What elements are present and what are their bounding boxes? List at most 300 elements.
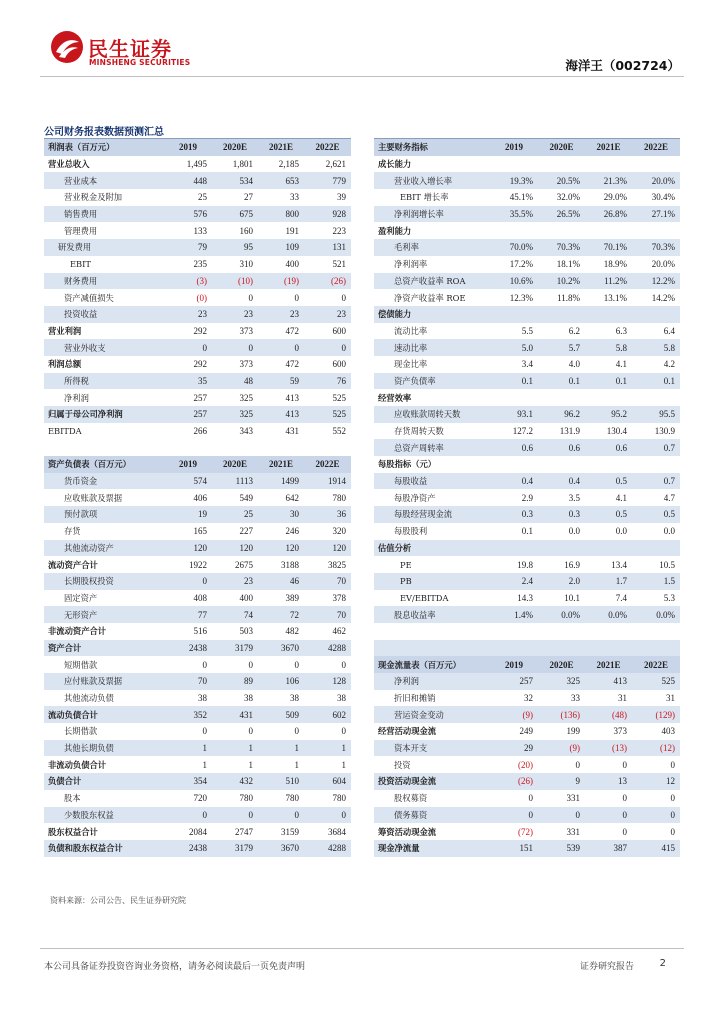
logo-text-en: MINSHENG SECURITIES xyxy=(89,58,191,67)
row-value: 7.4 xyxy=(585,590,632,607)
row-value: 0 xyxy=(258,807,304,824)
row-value: 325 xyxy=(212,406,258,423)
table-row xyxy=(44,640,351,657)
table-row xyxy=(44,156,351,173)
row-value: 525 xyxy=(632,673,680,690)
section-title: 公司财务报表数据预测汇总 xyxy=(44,127,164,138)
row-value: 95.2 xyxy=(585,406,632,423)
table-row xyxy=(374,489,680,506)
row-value: 1.4% xyxy=(490,606,538,623)
row-value: 5.0 xyxy=(490,339,538,356)
row-label: 非流动资产合计 xyxy=(44,623,164,640)
row-label: 无形资产 xyxy=(44,606,164,623)
row-value: 13.4 xyxy=(585,556,632,573)
table-row xyxy=(374,406,680,423)
spacer-cell xyxy=(585,640,632,657)
row-value: 31 xyxy=(585,690,632,707)
row-value: 0 xyxy=(212,807,258,824)
row-value: 1922 xyxy=(164,556,212,573)
table-row xyxy=(44,523,351,540)
row-value: 38 xyxy=(258,690,304,707)
row-value: 131 xyxy=(304,239,351,256)
row-value: 0 xyxy=(490,807,538,824)
table-row xyxy=(374,573,680,590)
row-value xyxy=(538,456,585,473)
table-row xyxy=(44,590,351,607)
row-value: 9 xyxy=(538,773,585,790)
row-value xyxy=(585,306,632,323)
table-row xyxy=(44,222,351,239)
row-value: 387 xyxy=(585,840,632,857)
footer-disclaimer: 本公司具备证券投资咨询业务资格，请务必阅读最后一页免责声明 xyxy=(44,962,306,972)
table-row xyxy=(374,439,680,456)
table-row xyxy=(44,723,351,740)
table-header-year: 2021E xyxy=(585,139,632,156)
table-row xyxy=(44,807,351,824)
row-value: 503 xyxy=(212,623,258,640)
row-value: 12.3% xyxy=(490,289,538,306)
row-label: 盈利能力 xyxy=(374,222,490,239)
row-value xyxy=(490,306,538,323)
row-value: 257 xyxy=(490,673,538,690)
row-value: 413 xyxy=(258,406,304,423)
table-row xyxy=(44,706,351,723)
row-value: (136) xyxy=(538,706,585,723)
row-label: 负债合计 xyxy=(44,773,164,790)
row-value: 266 xyxy=(164,423,212,440)
row-value: 10.6% xyxy=(490,273,538,290)
cashflow-header-row xyxy=(374,656,680,673)
table-header-year: 2020E xyxy=(538,139,585,156)
row-value: 0 xyxy=(632,807,680,824)
source-note: 资料来源：公司公告、民生证券研究院 xyxy=(50,896,186,905)
row-value xyxy=(490,222,538,239)
row-value: 12 xyxy=(632,773,680,790)
table-row xyxy=(374,506,680,523)
table-header-year: 2022E xyxy=(632,139,680,156)
row-label: 筹资活动现金流 xyxy=(374,823,490,840)
table-row xyxy=(374,473,680,490)
row-value: 32 xyxy=(490,690,538,707)
table-row xyxy=(44,289,351,306)
table-row xyxy=(374,823,680,840)
row-value: 18.9% xyxy=(585,256,632,273)
row-value: 246 xyxy=(258,523,304,540)
row-value: 378 xyxy=(304,590,351,607)
table-row xyxy=(44,773,351,790)
row-value xyxy=(585,222,632,239)
table-row xyxy=(44,339,351,356)
row-value: 0.7 xyxy=(632,473,680,490)
row-value: 0.0% xyxy=(585,606,632,623)
row-value: 320 xyxy=(304,523,351,540)
row-value xyxy=(490,156,538,173)
row-value: 0 xyxy=(538,807,585,824)
row-value: 2084 xyxy=(164,823,212,840)
row-value: 0 xyxy=(212,289,258,306)
row-value: 0 xyxy=(258,339,304,356)
row-label: 存货 xyxy=(44,523,164,540)
row-value: 0.5 xyxy=(632,506,680,523)
table-row xyxy=(374,339,680,356)
row-value: 0.0 xyxy=(585,523,632,540)
spacer-cell xyxy=(374,623,490,640)
page-header xyxy=(0,0,724,80)
table-row xyxy=(374,323,680,340)
row-value: 780 xyxy=(212,790,258,807)
row-value: 0 xyxy=(212,723,258,740)
row-value: 109 xyxy=(258,239,304,256)
row-value: 227 xyxy=(212,523,258,540)
row-value: 310 xyxy=(212,256,258,273)
row-value: 70 xyxy=(304,573,351,590)
row-value xyxy=(585,540,632,557)
row-value xyxy=(632,540,680,557)
row-value: 0 xyxy=(304,723,351,740)
table-row xyxy=(44,256,351,273)
row-value: 462 xyxy=(304,623,351,640)
stock-name-code: 海洋王（002724） xyxy=(565,58,680,73)
spacer-cell xyxy=(490,640,538,657)
row-value: 4.0 xyxy=(538,356,585,373)
row-value: 403 xyxy=(632,723,680,740)
row-value: (9) xyxy=(538,740,585,757)
row-value: 653 xyxy=(258,172,304,189)
row-value: 27 xyxy=(212,189,258,206)
row-value: 11.2% xyxy=(585,273,632,290)
table-spacer-row xyxy=(44,439,351,456)
row-label: 研发费用 xyxy=(44,239,164,256)
row-value: 325 xyxy=(538,673,585,690)
table-row xyxy=(44,690,351,707)
row-value: 10.2% xyxy=(538,273,585,290)
row-value: 780 xyxy=(304,790,351,807)
row-value: 0 xyxy=(304,339,351,356)
table-row xyxy=(374,756,680,773)
row-value: 0.0% xyxy=(538,606,585,623)
table-header-title: 主要财务指标 xyxy=(374,139,490,156)
table-header-year: 2022E xyxy=(304,456,351,473)
row-value: 521 xyxy=(304,256,351,273)
spacer-cell xyxy=(490,623,538,640)
row-value: (26) xyxy=(304,273,351,290)
row-value: 38 xyxy=(164,690,212,707)
row-value xyxy=(490,540,538,557)
row-value: 6.3 xyxy=(585,323,632,340)
table-row xyxy=(374,523,680,540)
row-value: 0 xyxy=(304,289,351,306)
row-value: 4.2 xyxy=(632,356,680,373)
row-value xyxy=(632,156,680,173)
row-value: (26) xyxy=(490,773,538,790)
row-value: 70.0% xyxy=(490,239,538,256)
row-value: 0.0 xyxy=(538,523,585,540)
row-label: 净资产收益率 ROE xyxy=(374,289,490,306)
row-value: 33 xyxy=(258,189,304,206)
row-value: 292 xyxy=(164,356,212,373)
row-value: 0 xyxy=(212,656,258,673)
row-label: 长期借款 xyxy=(44,723,164,740)
row-value: 780 xyxy=(258,790,304,807)
row-value: 59 xyxy=(258,373,304,390)
table-row xyxy=(374,606,680,623)
row-label: 资产合计 xyxy=(44,640,164,657)
row-value: 1 xyxy=(164,756,212,773)
row-label: 每股指标（元） xyxy=(374,456,490,473)
row-value: 17.2% xyxy=(490,256,538,273)
row-label: 应收账款及票据 xyxy=(44,489,164,506)
row-value: 120 xyxy=(212,540,258,557)
row-value: 72 xyxy=(258,606,304,623)
row-value: 0 xyxy=(164,807,212,824)
row-value: 1914 xyxy=(304,473,351,490)
table-row xyxy=(44,556,351,573)
row-value: 534 xyxy=(212,172,258,189)
spacer-cell xyxy=(632,623,680,640)
row-label: 估值分析 xyxy=(374,540,490,557)
row-value xyxy=(585,389,632,406)
row-value xyxy=(538,540,585,557)
table-row xyxy=(374,423,680,440)
row-label: 营业税金及附加 xyxy=(44,189,164,206)
row-value: 432 xyxy=(212,773,258,790)
row-value: 0 xyxy=(585,807,632,824)
table-row xyxy=(44,489,351,506)
row-label: 总资产收益率 ROA xyxy=(374,273,490,290)
row-value: 1113 xyxy=(212,473,258,490)
row-value: 23 xyxy=(164,306,212,323)
row-value: 0.1 xyxy=(585,373,632,390)
row-value xyxy=(632,306,680,323)
row-value: 21.3% xyxy=(585,172,632,189)
row-value: 510 xyxy=(258,773,304,790)
row-value: 3684 xyxy=(304,823,351,840)
table-row xyxy=(374,306,680,323)
row-label: 每股股利 xyxy=(374,523,490,540)
table-row xyxy=(44,740,351,757)
table-header-year: 2020E xyxy=(212,139,258,156)
table-header-year: 2019 xyxy=(490,656,538,673)
row-value: 602 xyxy=(304,706,351,723)
row-value: 720 xyxy=(164,790,212,807)
row-value: 29.0% xyxy=(585,189,632,206)
row-label: 折旧和摊销 xyxy=(374,690,490,707)
row-value: 0.5 xyxy=(585,473,632,490)
row-value: 151 xyxy=(490,840,538,857)
row-value: 642 xyxy=(258,489,304,506)
row-value: 482 xyxy=(258,623,304,640)
row-value: 0 xyxy=(212,339,258,356)
row-value: 10.5 xyxy=(632,556,680,573)
row-label: 投资收益 xyxy=(44,306,164,323)
row-value: 4288 xyxy=(304,640,351,657)
row-label: 现金净流量 xyxy=(374,840,490,857)
row-label: 总资产周转率 xyxy=(374,439,490,456)
table-row xyxy=(374,840,680,857)
row-value: 235 xyxy=(164,256,212,273)
row-value: 2,621 xyxy=(304,156,351,173)
table-row xyxy=(44,673,351,690)
spacer-cell xyxy=(632,640,680,657)
row-label: 短期借款 xyxy=(44,656,164,673)
row-value: 25 xyxy=(164,189,212,206)
row-value: 70.3% xyxy=(538,239,585,256)
table-header-title: 现金流量表（百万元） xyxy=(374,656,490,673)
row-value: 93.1 xyxy=(490,406,538,423)
row-value: (72) xyxy=(490,823,538,840)
table-spacer-row xyxy=(374,640,680,657)
row-value: 0 xyxy=(164,339,212,356)
row-value xyxy=(538,156,585,173)
row-value: 11.8% xyxy=(538,289,585,306)
row-value: 343 xyxy=(212,423,258,440)
logo-text-cn: 民生证券 xyxy=(88,37,172,61)
row-value: 0 xyxy=(632,790,680,807)
row-value: 0.4 xyxy=(538,473,585,490)
table-row xyxy=(374,239,680,256)
row-value: 2.0 xyxy=(538,573,585,590)
row-label: 少数股东权益 xyxy=(44,807,164,824)
table-header-year: 2019 xyxy=(490,139,538,156)
table-row xyxy=(44,323,351,340)
row-value: 19 xyxy=(164,506,212,523)
table-row xyxy=(44,790,351,807)
spacer-cell xyxy=(538,640,585,657)
row-value: 38 xyxy=(304,690,351,707)
table-row xyxy=(44,540,351,557)
row-value: 3670 xyxy=(258,840,304,857)
row-value: 35.5% xyxy=(490,206,538,223)
row-label: EBIT xyxy=(44,256,164,273)
row-value: 3.5 xyxy=(538,489,585,506)
table-header-year: 2019 xyxy=(164,139,212,156)
table-row xyxy=(374,540,680,557)
row-label: 营运资金变动 xyxy=(374,706,490,723)
row-value: 354 xyxy=(164,773,212,790)
row-label: 非流动负债合计 xyxy=(44,756,164,773)
table-row xyxy=(44,606,351,623)
row-value: 0 xyxy=(585,756,632,773)
row-value: 120 xyxy=(164,540,212,557)
row-value: 800 xyxy=(258,206,304,223)
table-row xyxy=(44,172,351,189)
footer-report-type: 证券研究报告 xyxy=(579,962,634,972)
page-number: 2 xyxy=(659,958,666,969)
row-value: 36 xyxy=(304,506,351,523)
row-value xyxy=(490,389,538,406)
table-row xyxy=(374,389,680,406)
table-row xyxy=(44,206,351,223)
table-row xyxy=(374,156,680,173)
row-value: 35 xyxy=(164,373,212,390)
row-value: 0.1 xyxy=(538,373,585,390)
table-header-year: 2020E xyxy=(212,456,258,473)
row-value: 600 xyxy=(304,323,351,340)
spacer-cell xyxy=(304,439,351,456)
row-label: 流动资产合计 xyxy=(44,556,164,573)
row-value: 516 xyxy=(164,623,212,640)
row-value: 0.1 xyxy=(632,373,680,390)
row-label: 净利润增长率 xyxy=(374,206,490,223)
row-value: 0.6 xyxy=(585,439,632,456)
row-value: 552 xyxy=(304,423,351,440)
row-value: 525 xyxy=(304,389,351,406)
row-value: 0.7 xyxy=(632,439,680,456)
row-value: 400 xyxy=(258,256,304,273)
row-value xyxy=(585,156,632,173)
row-value: 0.3 xyxy=(490,506,538,523)
table-row xyxy=(44,273,351,290)
row-value: 32.0% xyxy=(538,189,585,206)
row-value: (19) xyxy=(258,273,304,290)
row-label: 净利润率 xyxy=(374,256,490,273)
table-row xyxy=(44,306,351,323)
row-value: 4.1 xyxy=(585,489,632,506)
row-value: 928 xyxy=(304,206,351,223)
table-row xyxy=(374,673,680,690)
row-value: 26.5% xyxy=(538,206,585,223)
row-label: 销售费用 xyxy=(44,206,164,223)
row-value: 0 xyxy=(490,790,538,807)
row-value: 472 xyxy=(258,356,304,373)
header-divider xyxy=(40,76,684,77)
row-value: 26.8% xyxy=(585,206,632,223)
table-row xyxy=(44,189,351,206)
table-row xyxy=(374,256,680,273)
row-value: 70 xyxy=(304,606,351,623)
row-value: 3.4 xyxy=(490,356,538,373)
row-value: 779 xyxy=(304,172,351,189)
row-label: 其他流动资产 xyxy=(44,540,164,557)
balance-header-row xyxy=(44,456,351,473)
table-header-year: 2022E xyxy=(304,139,351,156)
row-value: 38 xyxy=(212,690,258,707)
row-value: 1 xyxy=(258,740,304,757)
row-value: 448 xyxy=(164,172,212,189)
table-row xyxy=(44,423,351,440)
row-value: 13.1% xyxy=(585,289,632,306)
row-value: 96.2 xyxy=(538,406,585,423)
row-value: 23 xyxy=(258,306,304,323)
income-balance-table xyxy=(44,139,351,857)
spacer-cell xyxy=(585,623,632,640)
row-value: (20) xyxy=(490,756,538,773)
table-header-year: 2021E xyxy=(258,139,304,156)
row-label: 每股经营现金流 xyxy=(374,506,490,523)
table-row xyxy=(44,840,351,857)
row-value: 406 xyxy=(164,489,212,506)
row-value: 3825 xyxy=(304,556,351,573)
row-value: 0 xyxy=(258,723,304,740)
row-value: 1,801 xyxy=(212,156,258,173)
row-value: 0 xyxy=(304,807,351,824)
table-row xyxy=(44,656,351,673)
row-label: 财务费用 xyxy=(44,273,164,290)
table-row xyxy=(374,273,680,290)
row-label: 营业成本 xyxy=(44,172,164,189)
row-label: 经营活动现金流 xyxy=(374,723,490,740)
row-value: 70.1% xyxy=(585,239,632,256)
row-value: 13 xyxy=(585,773,632,790)
row-label: 股东权益合计 xyxy=(44,823,164,840)
row-value: 0 xyxy=(538,756,585,773)
row-value: 574 xyxy=(164,473,212,490)
row-label: 资产减值损失 xyxy=(44,289,164,306)
row-value: 20.5% xyxy=(538,172,585,189)
row-value xyxy=(632,389,680,406)
row-label: 预付款项 xyxy=(44,506,164,523)
row-value: 1 xyxy=(164,740,212,757)
